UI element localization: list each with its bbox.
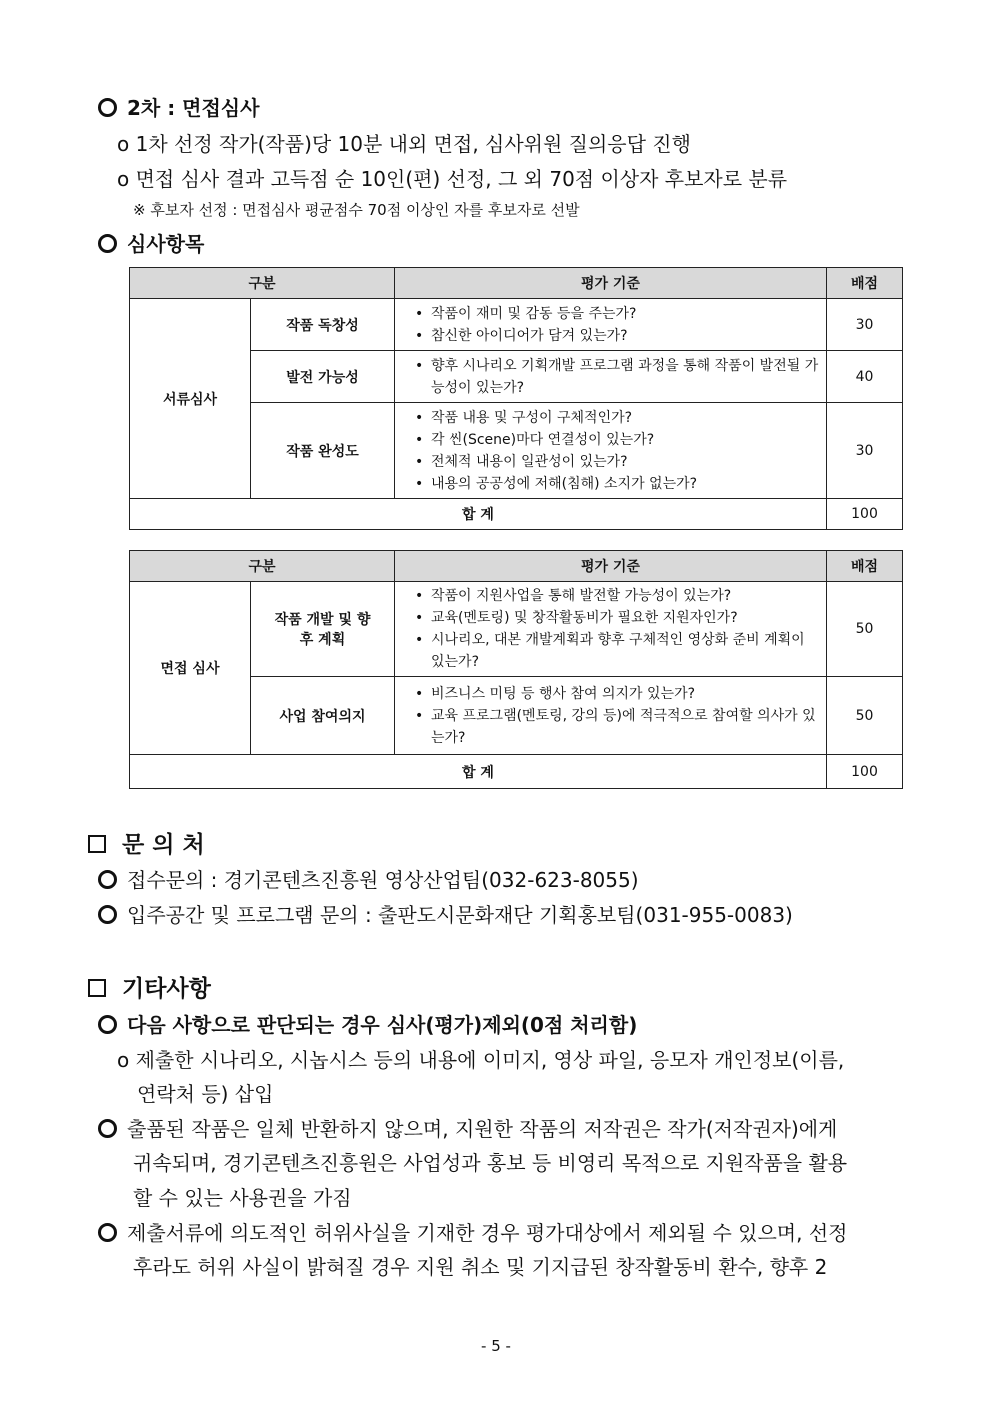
- table-row: [130, 299, 903, 351]
- table-row: [130, 582, 903, 677]
- other-p2-line-3: 할 수 있는 사용권을 가짐: [133, 1186, 352, 1210]
- item-cell: 작품 독창성: [251, 299, 395, 351]
- round2-heading: 2차 : 면접심사: [98, 92, 259, 121]
- criteria-cell: • 작품 내용 및 구성이 구체적인가? • 각 씬(Scene)마다 연결성이 있는가? • 전체적 내용이 일관성이 있는가? • 내용의 공공성에 저해(침해) 소지가 없는가?: [395, 403, 827, 499]
- header-category: 구분: [130, 268, 395, 299]
- score-cell: 50: [827, 677, 903, 755]
- score-cell: 50: [827, 582, 903, 677]
- header-category: 구분: [130, 551, 395, 582]
- criteria-cell: • 향후 시나리오 기획개발 프로그램 과정을 통해 작품이 발전될 가능성이 있는가?: [395, 351, 827, 403]
- category-cell: 서류심사: [130, 299, 251, 499]
- other-p2-line-1: 출품된 작품은 일체 반환하지 않으며, 지원한 작품의 저작권은 작가(저작권자)에게: [98, 1113, 837, 1142]
- other-sub1-item-line-2: 연락처 등) 삽입: [137, 1082, 274, 1106]
- round2-note: ※ 후보자 선정 : 면접심사 평균점수 70점 이상인 자를 후보자로 선발: [133, 201, 580, 219]
- other-p3-line-1: 제출서류에 의도적인 허위사실을 기재한 경우 평가대상에서 제외될 수 있으며, 선정: [98, 1217, 847, 1246]
- total-row: [130, 499, 903, 530]
- total-score: 100: [827, 499, 903, 530]
- round2-line-1: o 1차 선정 작가(작품)당 10분 내외 면접, 심사위원 질의응답 진행: [117, 132, 691, 156]
- interview-review-table: [129, 550, 903, 789]
- document-review-table: [129, 267, 903, 530]
- header-criteria: 평가 기준: [395, 551, 827, 582]
- circle-bullet-icon: [98, 234, 117, 253]
- round2-line-2: o 면접 심사 결과 고득점 순 10인(편) 선정, 그 외 70점 이상자 후보자로 분류: [117, 167, 788, 191]
- total-label: 합 계: [130, 755, 827, 789]
- square-bullet-icon: [88, 979, 106, 997]
- circle-bullet-icon: [98, 870, 117, 889]
- total-score: 100: [827, 755, 903, 789]
- square-bullet-icon: [88, 835, 106, 853]
- item-cell: 작품 개발 및 향후 계획: [251, 582, 395, 677]
- contact-line-1: 접수문의 : 경기콘텐츠진흥원 영상산업팀(032-623-8055): [98, 864, 639, 893]
- item-cell: 사업 참여의지: [251, 677, 395, 755]
- page-number: - 5 -: [481, 1337, 511, 1355]
- circle-bullet-icon: [98, 905, 117, 924]
- other-heading: 기타사항: [88, 970, 211, 1003]
- category-cell: 면접 심사: [130, 582, 251, 755]
- criteria-cell: • 비즈니스 미팅 등 행사 참여 의지가 있는가? • 교육 프로그램(멘토링, 강의 등)에 적극적으로 참여할 의사가 있는가?: [395, 677, 827, 755]
- contact-line-2: 입주공간 및 프로그램 문의 : 출판도시문화재단 기획홍보팀(031-955-0083): [98, 899, 793, 928]
- header-score: 배점: [827, 268, 903, 299]
- circle-bullet-icon: [98, 1119, 117, 1138]
- circle-bullet-icon: [98, 98, 117, 117]
- score-cell: 40: [827, 351, 903, 403]
- other-sub1: 다음 사항으로 판단되는 경우 심사(평가)제외(0점 처리함): [98, 1009, 637, 1038]
- item-cell: 발전 가능성: [251, 351, 395, 403]
- other-p3-line-2: 후라도 허위 사실이 밝혀질 경우 지원 취소 및 기지급된 창작활동비 환수, 향후 2: [133, 1255, 828, 1279]
- contact-heading: 문 의 처: [88, 826, 205, 859]
- circle-bullet-icon: [98, 1015, 117, 1034]
- header-criteria: 평가 기준: [395, 268, 827, 299]
- header-score: 배점: [827, 551, 903, 582]
- criteria-heading: 심사항목: [98, 228, 204, 257]
- criteria-cell: • 작품이 재미 및 감동 등을 주는가? • 참신한 아이디어가 담겨 있는가?: [395, 299, 827, 351]
- total-row: [130, 755, 903, 789]
- other-sub1-item-line-1: o 제출한 시나리오, 시놉시스 등의 내용에 이미지, 영상 파일, 응모자 개인정보(이름,: [117, 1048, 845, 1072]
- total-label: 합 계: [130, 499, 827, 530]
- criteria-cell: • 작품이 지원사업을 통해 발전할 가능성이 있는가? • 교육(멘토링) 및 창작활동비가 필요한 지원자인가? • 시나리오, 대본 개발계획과 향후 구체적인 영상화 준비 계획이 있는가?: [395, 582, 827, 677]
- other-p2-line-2: 귀속되며, 경기콘텐츠진흥원은 사업성과 홍보 등 비영리 목적으로 지원작품을 활용: [133, 1151, 848, 1175]
- score-cell: 30: [827, 403, 903, 499]
- circle-bullet-icon: [98, 1223, 117, 1242]
- item-cell: 작품 완성도: [251, 403, 395, 499]
- score-cell: 30: [827, 299, 903, 351]
